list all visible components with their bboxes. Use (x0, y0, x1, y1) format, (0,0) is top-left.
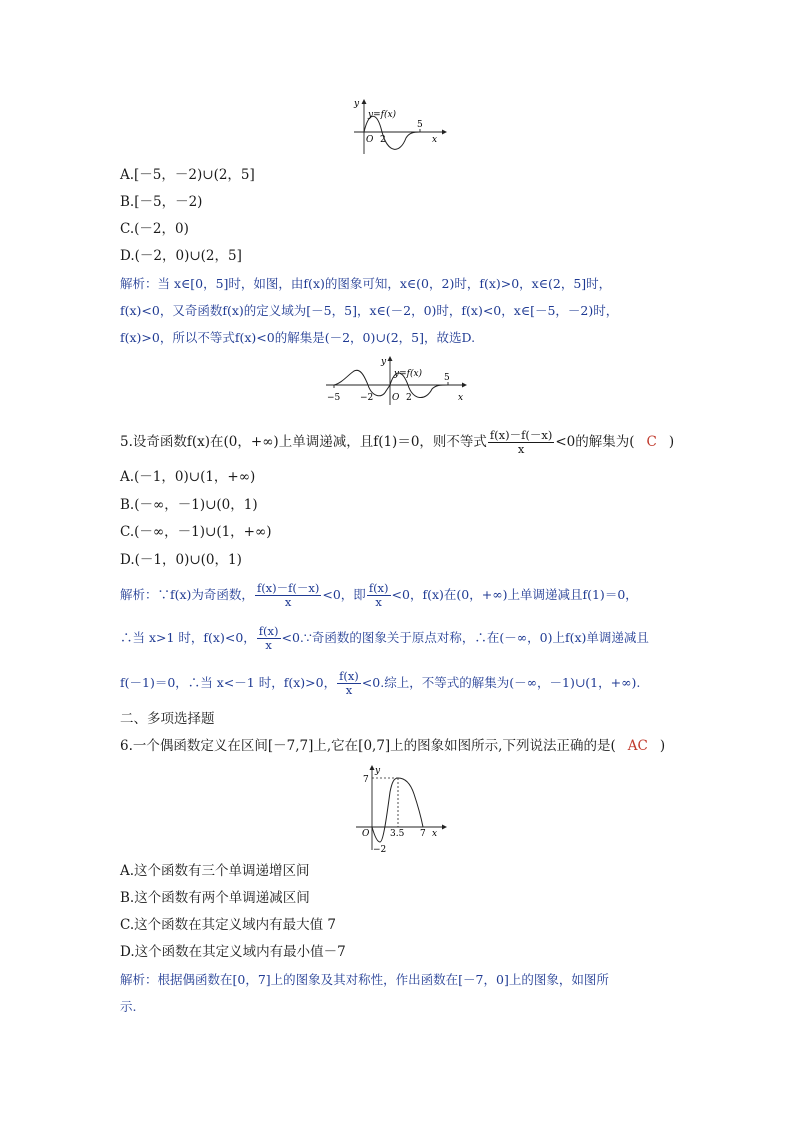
q6-option-a: A.这个函数有三个单调递增区间 (120, 863, 310, 879)
q6-answer: AC (627, 738, 648, 754)
fig2-tick-2: 2 (406, 393, 412, 403)
fig1-tick-2: 2 (380, 135, 386, 145)
q5-option-c: C.(－∞，－1)∪(1，+∞) (120, 524, 272, 540)
q5-sol-l3-a: f(－1)＝0，∴当 x<－1 时，f(x)>0， (120, 675, 337, 690)
q6-option-b: B.这个函数有两个单调递减区间 (120, 890, 310, 906)
q5-stem (120, 424, 674, 460)
q5-sol-l2-a: ∴当 x>1 时，f(x)<0， (120, 630, 256, 645)
graph-figure-2 (322, 355, 472, 407)
fig1-y-label: y (354, 99, 360, 109)
q4-solution-line-3: f(x)>0，所以不等式f(x)<0的解集是(－2，0)∪(2，5]，故选D. (120, 330, 476, 345)
q4-option-a: A.[－5，－2)∪(2，5] (120, 167, 255, 183)
q5-option-a: A.(－1，0)∪(1，+∞) (120, 469, 256, 485)
fig1-origin: O (366, 135, 374, 145)
q5-frac-den: x (517, 442, 525, 456)
fig3-y-label: y (375, 766, 381, 776)
fig1-x-label: x (432, 135, 438, 145)
q4-solution-line-2: f(x)<0，又奇函数f(x)的定义域为[－5，5]，x∈(－2，0)时，f(x)<0，x∈[－5，－2)时， (120, 303, 619, 318)
fig3-tick-m2: −2 (373, 845, 387, 854)
q5-stem-text: 5.设奇函数f(x)在(0，+∞)上单调递减，且f(1)＝0，则不等式 (120, 434, 487, 450)
q5-sol-l3-frac (337, 670, 361, 697)
q4-solution-line-1: 解析：当 x∈[0，5]时，如图，由f(x)的图象可知，x∈(0，2)时，f(x)>0，x∈(2，5]时， (120, 276, 612, 291)
q5-solution-line-3 (120, 665, 640, 701)
q5-sol-l3-frac-num: f(x) (339, 669, 359, 683)
q6-stem-text: 6.一个偶函数定义在区间[－7,7]上,它在[0,7]上的图象如图所示,下列说法正确的是( (120, 738, 616, 754)
q6-solution-line-1: 解析：根据偶函数在[0，7]上的图象及其对称性，作出函数在[－7，0]上的图象，如图所 (120, 972, 609, 987)
q6-option-c: C.这个函数在其定义域内有最大值 7 (120, 917, 337, 933)
q5-solution-line-1 (120, 577, 638, 613)
q5-sol-l2-b: <0.∵奇函数的图象关于原点对称，∴在(－∞，0)上f(x)单调递减且 (281, 630, 649, 645)
fig3-x-label: x (432, 829, 438, 839)
q5-sol-l3-b: <0.综上，不等式的解集为(－∞，－1)∪(1，+∞). (361, 675, 641, 690)
q5-answer: C (646, 434, 657, 450)
fig2-func-label: y=f(x) (394, 369, 423, 379)
fig2-y-label: y (381, 357, 387, 367)
q5-sol-l1-a: 解析：∵f(x)为奇函数， (120, 587, 254, 602)
q5-sol-l2-frac-num: f(x) (258, 624, 279, 638)
q6-solution-line-2: 示. (120, 999, 137, 1014)
q4-option-d: D.(－2，0)∪(2，5] (120, 248, 242, 264)
graph-figure-3 (350, 762, 450, 854)
section-title: 二、多项选择题 (120, 711, 215, 727)
fig3-tick-35: 3.5 (390, 829, 405, 839)
q4-option-b: B.[－5，－2) (120, 194, 203, 210)
q5-stem-fraction (488, 429, 554, 456)
q6-close: ) (659, 738, 666, 754)
q5-stem-tail: <0的解集为( (555, 434, 635, 450)
fig2-tick-5: 5 (444, 373, 450, 383)
q6-stem (120, 738, 665, 754)
fig1-tick-5: 5 (417, 120, 423, 130)
q5-frac-num: f(x)－f(－x) (489, 428, 553, 442)
fig2-origin: O (392, 393, 400, 403)
fig1-func-label: y=f(x) (368, 110, 397, 120)
q5-solution-line-2 (120, 620, 649, 656)
q5-sol-l2-frac (257, 625, 281, 652)
graph-figure-1 (350, 96, 450, 158)
q5-option-b: B.(－∞，－1)∪(0，1) (120, 497, 258, 513)
fig3-origin: O (362, 829, 370, 839)
q5-option-d: D.(－1，0)∪(0，1) (120, 552, 242, 568)
q5-sol-l1-frac-1-num: f(x)－f(－x) (256, 581, 320, 595)
q5-sol-l1-frac-1 (255, 582, 321, 609)
fig3-tick-7y: 7 (363, 775, 369, 785)
q5-sol-l1-frac-2-den: x (375, 595, 382, 609)
fig2-tick-m2: −2 (360, 393, 374, 403)
fig2-tick-m5: −5 (327, 393, 341, 403)
fig2-x-label: x (458, 393, 464, 403)
q5-sol-l1-frac-1-den: x (284, 595, 292, 609)
q5-sol-l1-b: <0，即 (322, 587, 366, 602)
q4-option-c: C.(－2，0) (120, 221, 189, 237)
q5-sol-l1-frac-2 (367, 582, 391, 609)
fig3-tick-7x: 7 (420, 829, 426, 839)
q5-sol-l1-c: <0，f(x)在(0，+∞)上单调递减且f(1)＝0， (391, 587, 638, 602)
q5-sol-l1-frac-2-num: f(x) (368, 581, 389, 595)
q6-option-d: D.这个函数在其定义域内有最小值－7 (120, 944, 346, 960)
q5-sol-l3-frac-den: x (345, 683, 353, 697)
q5-sol-l2-frac-den: x (265, 638, 272, 652)
q5-close: ) (668, 434, 675, 450)
